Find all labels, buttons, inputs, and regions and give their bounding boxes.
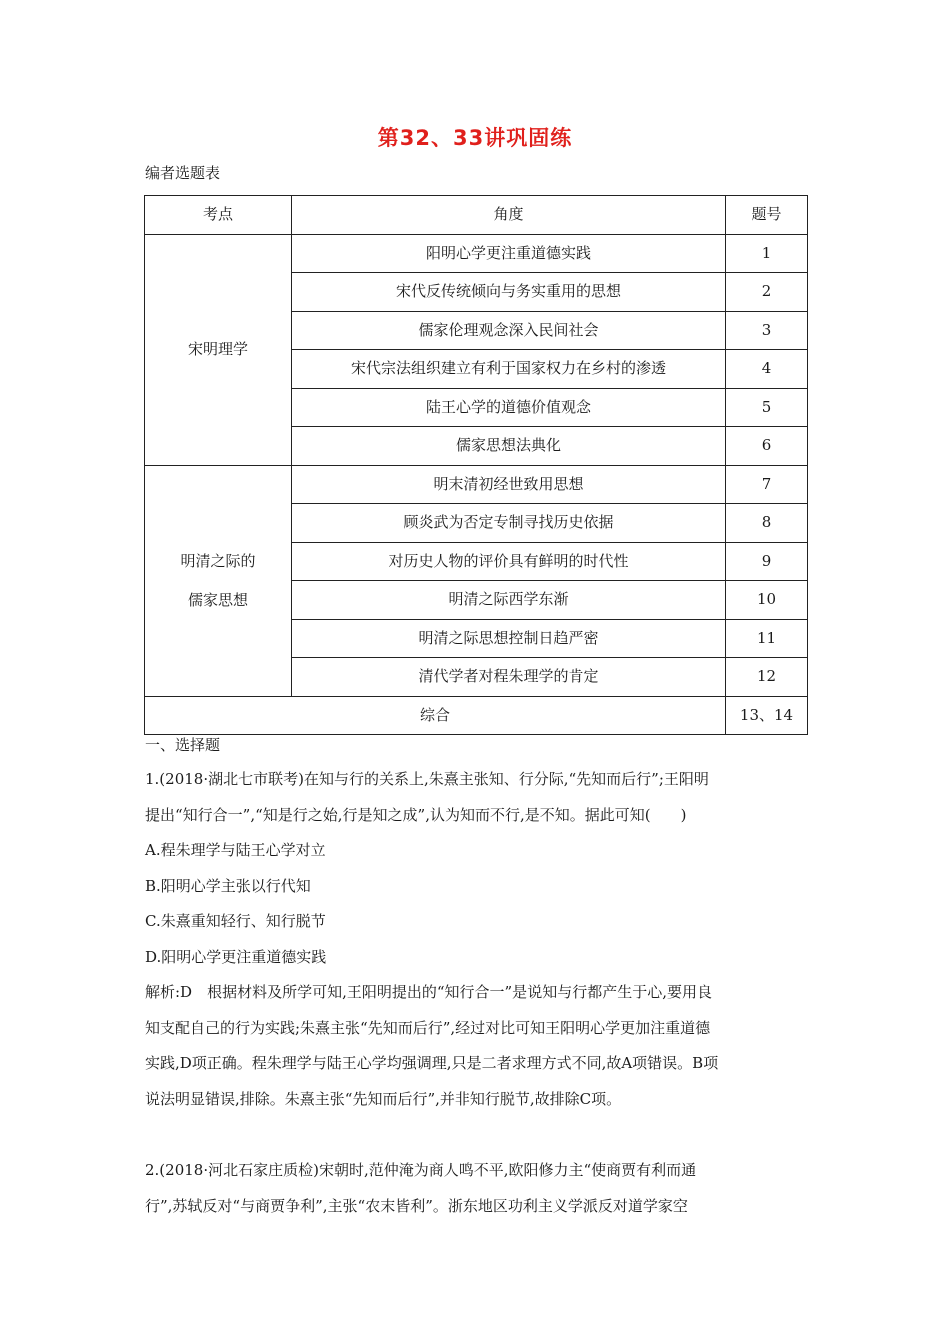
header-cell: 角度 xyxy=(292,196,726,235)
number-cell: 4 xyxy=(726,350,808,389)
section-title: 一、选择题 xyxy=(145,736,221,754)
question-stem-line: 提出“知行合一”,“知是行之始,行是知之成”,认为知而不行,是不知。据此可知( ) xyxy=(145,805,687,824)
group-name-line2: 儒家思想 xyxy=(187,590,248,609)
number-cell: 2 xyxy=(726,273,808,312)
table-caption: 编者选题表 xyxy=(145,164,221,182)
header-cell: 考点 xyxy=(145,196,292,235)
option-b: B.阳明心学主张以行代知 xyxy=(145,876,311,895)
number-cell: 1 xyxy=(726,234,808,273)
header-cell: 题号 xyxy=(726,196,808,235)
number-cell: 6 xyxy=(726,427,808,466)
option-c: C.朱熹重知轻行、知行脱节 xyxy=(145,912,326,930)
number-cell: 7 xyxy=(726,465,808,504)
angle-cell: 儒家伦理观念深入民间社会 xyxy=(292,311,726,350)
number-cell: 5 xyxy=(726,388,808,427)
question-stem-line: 行”,苏轼反对“与商贾争利”,主张“农末皆利”。浙东地区功利主义学派反对道学家空 xyxy=(145,1196,688,1215)
angle-cell: 明清之际思想控制日趋严密 xyxy=(292,619,726,658)
question-stem-line: 1.(2018·湖北七市联考)在知与行的关系上,朱熹主张知、行分际,“先知而后行”;王阳明 xyxy=(145,770,709,788)
angle-cell: 陆王心学的道德价值观念 xyxy=(292,388,726,427)
group-name-line1: 明清之际的 xyxy=(180,551,256,570)
analysis-line: 知支配自己的行为实践;朱熹主张“先知而后行”,经过对比可知王阳明心学更加注重道德 xyxy=(145,1018,711,1037)
question-2 xyxy=(145,1153,810,1224)
question-stem-line: 2.(2018·河北石家庄质检)宋朝时,范仲淹为商人鸣不平,欧阳修力主“使商贾有利而通 xyxy=(145,1161,697,1179)
question-1 xyxy=(145,762,810,1117)
page-title: 第32、33讲巩固练 xyxy=(377,126,573,150)
number-cell: 10 xyxy=(726,581,808,620)
number-cell: 12 xyxy=(726,658,808,697)
table-summary-row xyxy=(145,696,808,735)
angle-cell: 顾炎武为否定专制寻找历史依据 xyxy=(292,504,726,543)
angle-cell: 明末清初经世致用思想 xyxy=(292,465,726,504)
selection-table xyxy=(144,195,808,735)
analysis-line: 解析:D 根据材料及所学可知,王阳明提出的“知行合一”是说知与行都产生于心,要用良 xyxy=(145,983,712,1001)
group-cell-song-ming: 宋明理学 xyxy=(145,234,292,465)
analysis-line: 实践,D项正确。程朱理学与陆王心学均强调理,只是二者求理方式不同,故A项错误。B项 xyxy=(145,1054,719,1072)
angle-cell: 儒家思想法典化 xyxy=(292,427,726,466)
summary-label-cell: 综合 xyxy=(145,696,726,735)
table-row xyxy=(145,234,808,273)
angle-cell: 宋代反传统倾向与务实重用的思想 xyxy=(292,273,726,312)
table-header-row xyxy=(145,196,808,235)
number-cell: 8 xyxy=(726,504,808,543)
analysis-line: 说法明显错误,排除。朱熹主张“先知而后行”,并非知行脱节,故排除C项。 xyxy=(145,1089,622,1108)
table-row xyxy=(145,465,808,504)
option-a: A.程朱理学与陆王心学对立 xyxy=(145,841,326,859)
summary-number-cell: 13、14 xyxy=(726,696,808,735)
angle-cell: 明清之际西学东渐 xyxy=(292,581,726,620)
angle-cell: 宋代宗法组织建立有利于国家权力在乡村的渗透 xyxy=(292,350,726,389)
angle-cell: 清代学者对程朱理学的肯定 xyxy=(292,658,726,697)
number-cell: 11 xyxy=(726,619,808,658)
group-cell-ming-qing xyxy=(145,465,292,696)
number-cell: 9 xyxy=(726,542,808,581)
angle-cell: 阳明心学更注重道德实践 xyxy=(292,234,726,273)
option-d: D.阳明心学更注重道德实践 xyxy=(145,947,327,966)
angle-cell: 对历史人物的评价具有鲜明的时代性 xyxy=(292,542,726,581)
number-cell: 3 xyxy=(726,311,808,350)
